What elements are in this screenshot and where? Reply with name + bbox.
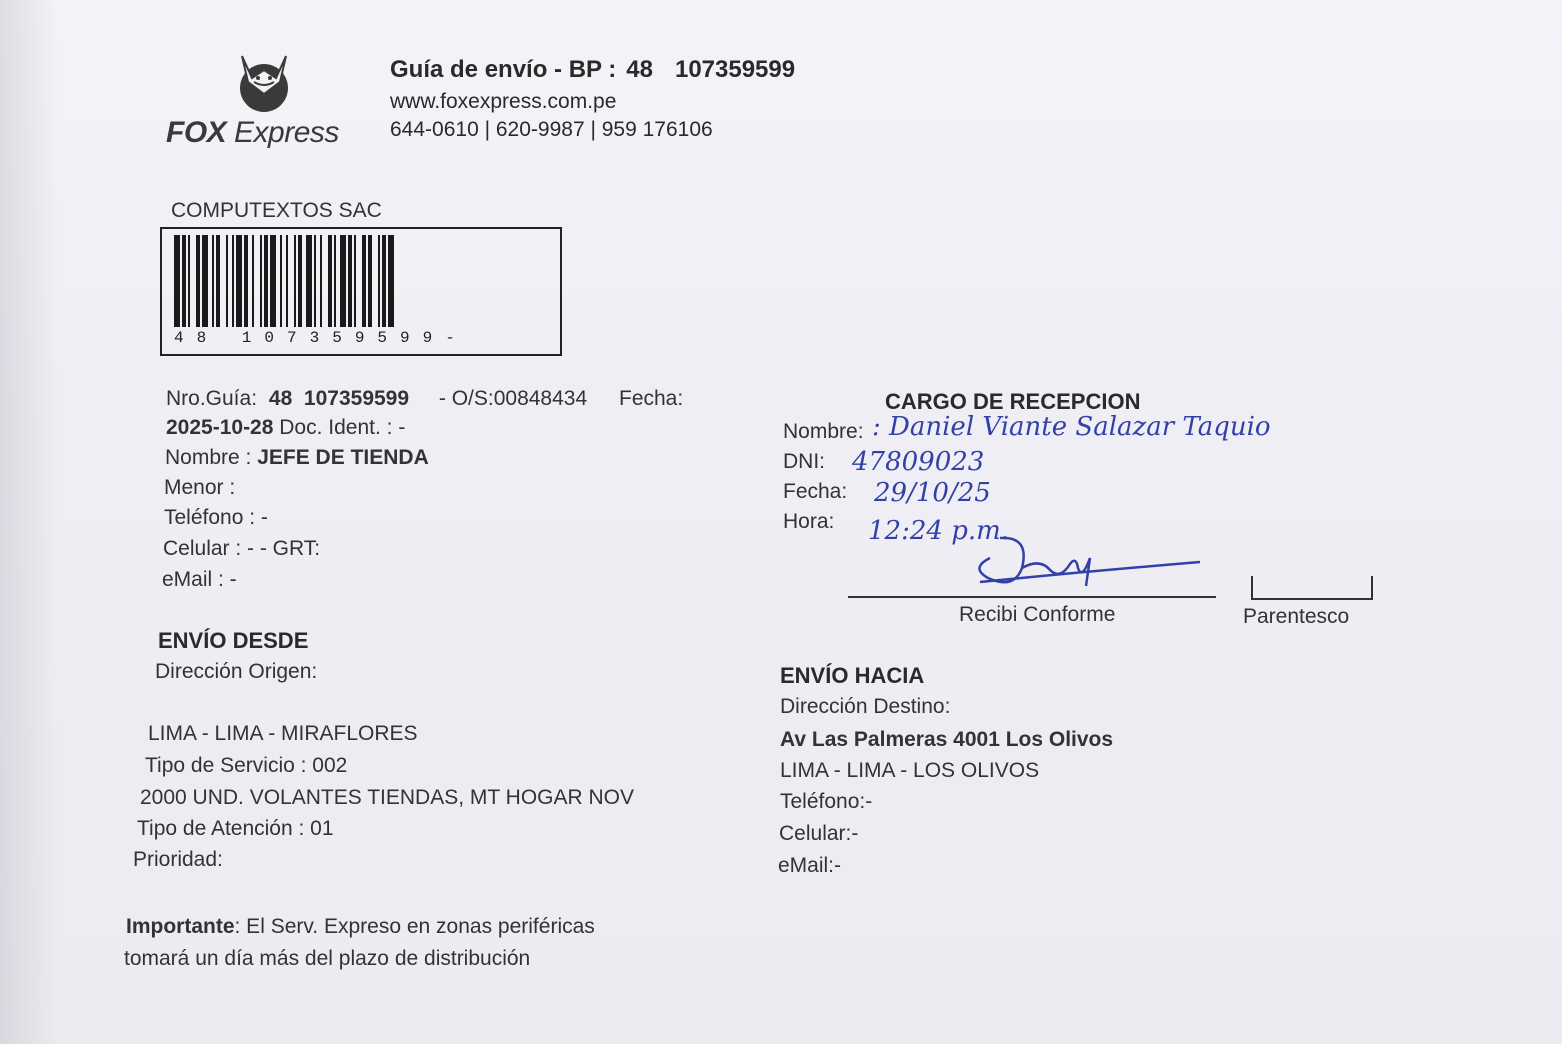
barcode-bar bbox=[232, 235, 234, 327]
celular-field: Celular : - - GRT: bbox=[163, 537, 321, 560]
nro-guia-label: Nro.Guía: bbox=[166, 387, 258, 410]
parentesco-box bbox=[1251, 576, 1373, 600]
barcode-bar bbox=[294, 235, 296, 327]
reception-time-label: Hora: bbox=[783, 510, 835, 533]
origin-address-label: Dirección Origen: bbox=[155, 660, 318, 683]
barcode bbox=[160, 227, 562, 356]
barcode-bar bbox=[280, 235, 282, 327]
destination-address: Av Las Palmeras 4001 Los Olivos bbox=[780, 728, 1114, 751]
barcode-bar bbox=[264, 235, 268, 327]
phones-text: 644-0610 | 620-9987 | 959 176106 bbox=[390, 118, 713, 141]
barcode-bar bbox=[306, 235, 312, 327]
barcode-bar bbox=[378, 235, 380, 327]
guide-title-label: Guía de envío - BP : bbox=[390, 56, 617, 83]
barcode-bar bbox=[328, 235, 332, 327]
barcode-bar bbox=[354, 235, 356, 327]
telefono-field: Teléfono : - bbox=[164, 506, 268, 529]
guide-bp: 48 bbox=[626, 56, 653, 83]
barcode-bar bbox=[196, 235, 200, 327]
notice-text-1: : El Serv. Expreso en zonas periféricas bbox=[234, 915, 595, 938]
logo-text-light: Express bbox=[234, 116, 339, 149]
destination-celular: Celular:- bbox=[779, 822, 859, 845]
parentesco-label: Parentesco bbox=[1243, 605, 1350, 628]
barcode-bar bbox=[314, 235, 316, 327]
fecha-label: Fecha: bbox=[619, 387, 684, 410]
signature-drawing bbox=[960, 528, 1210, 598]
barcode-bar bbox=[388, 235, 394, 327]
reception-dni-label: DNI: bbox=[783, 450, 825, 473]
origin-heading: ENVÍO DESDE bbox=[158, 628, 309, 653]
doc-ident: Doc. Ident. : - bbox=[279, 416, 406, 439]
email-field: eMail : - bbox=[162, 568, 237, 591]
barcode-bar bbox=[260, 235, 262, 327]
nro-guia-value: 48 107359599 bbox=[268, 387, 410, 410]
reception-date-handwritten: 29/10/25 bbox=[874, 478, 991, 508]
destination-heading: ENVÍO HACIA bbox=[780, 663, 925, 688]
barcode-bar bbox=[368, 235, 372, 327]
service-type: Tipo de Servicio : 002 bbox=[145, 754, 348, 777]
reception-time-handwritten: 12:24 p.m. bbox=[868, 516, 1010, 546]
fox-logo-icon bbox=[228, 44, 300, 116]
menor-field: Menor : bbox=[164, 476, 236, 499]
barcode-bar bbox=[270, 235, 276, 327]
nombre-value: JEFE DE TIENDA bbox=[257, 446, 429, 469]
priority-field: Prioridad: bbox=[133, 848, 223, 871]
barcode-bar bbox=[286, 235, 288, 327]
reception-heading: CARGO DE RECEPCION bbox=[885, 389, 1141, 414]
barcode-bar bbox=[202, 235, 208, 327]
logo-text-bold: FOX bbox=[166, 116, 227, 149]
barcode-bar bbox=[244, 235, 248, 327]
company-name: COMPUTEXTOS SAC bbox=[171, 199, 382, 222]
destination-location: LIMA - LIMA - LOS OLIVOS bbox=[780, 759, 1040, 782]
destination-telefono: Teléfono:- bbox=[780, 790, 873, 813]
signature-line bbox=[848, 596, 1216, 598]
guide-number: 107359599 bbox=[674, 56, 796, 83]
barcode-bar bbox=[236, 235, 242, 327]
destination-email: eMail:- bbox=[778, 854, 842, 877]
nombre-label: Nombre : bbox=[165, 446, 252, 469]
barcode-bars bbox=[174, 235, 549, 327]
barcode-number: 48 107359599- bbox=[174, 329, 468, 347]
order-service: - O/S:00848434 bbox=[438, 387, 588, 410]
barcode-bar bbox=[298, 235, 302, 327]
barcode-bar bbox=[320, 235, 322, 327]
barcode-bar bbox=[348, 235, 352, 327]
date-row bbox=[166, 416, 405, 440]
recibi-conforme-label: Recibi Conforme bbox=[959, 603, 1116, 626]
recipient-name-row bbox=[165, 446, 429, 470]
barcode-bar bbox=[334, 235, 336, 327]
barcode-bar bbox=[362, 235, 366, 327]
barcode-bar bbox=[252, 235, 254, 327]
notice-bold: Importante bbox=[126, 915, 235, 938]
barcode-bar bbox=[340, 235, 346, 327]
barcode-bar bbox=[188, 235, 190, 327]
company-logo-text bbox=[166, 116, 339, 150]
barcode-bar bbox=[182, 235, 186, 327]
guide-number-row bbox=[166, 387, 683, 411]
reception-dni-handwritten: 47809023 bbox=[852, 447, 985, 477]
origin-location: LIMA - LIMA - MIRAFLORES bbox=[148, 722, 418, 745]
barcode-bar bbox=[174, 235, 180, 327]
notice-line-2: tomará un día más del plazo de distribución bbox=[124, 947, 531, 970]
shipment-description: 2000 UND. VOLANTES TIENDAS, MT HOGAR NOV bbox=[140, 786, 635, 809]
reception-date-label: Fecha: bbox=[783, 480, 848, 503]
barcode-bar bbox=[212, 235, 214, 327]
guide-title bbox=[390, 56, 795, 84]
reception-name-handwritten: : Daniel Viante Salazar Taquio bbox=[872, 412, 1271, 442]
website-text: www.foxexpress.com.pe bbox=[390, 90, 617, 113]
attention-type: Tipo de Atención : 01 bbox=[137, 817, 334, 840]
barcode-bar bbox=[382, 235, 386, 327]
reception-name-label: Nombre: bbox=[783, 420, 864, 443]
barcode-bar bbox=[216, 235, 220, 327]
barcode-bar bbox=[226, 235, 228, 327]
notice-line-1 bbox=[126, 915, 595, 939]
destination-address-label: Dirección Destino: bbox=[780, 695, 951, 718]
fecha-value: 2025-10-28 bbox=[166, 416, 274, 439]
